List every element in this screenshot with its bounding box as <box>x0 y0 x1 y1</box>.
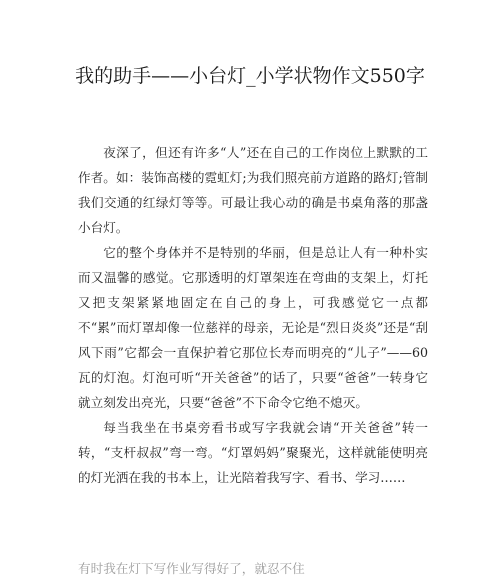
partial-cut-line <box>78 556 428 576</box>
article-body <box>78 140 428 490</box>
paragraph-2: 它的整个身体并不是特别的华丽，但是总让人有一种朴实而又温馨的感觉。它那透明的灯罩架连在弯曲的支架上，灯托又把支架紧紧地固定在自己的身上，可我感觉它一点都不“累”而灯罩却像一位慈祥的母亲，无论是“烈日炎炎”还是“刮风下雨”它都会一直保护着它那位长寿而明亮的“儿子”——60瓦的灯泡。灯泡可听“开关爸爸”的话了，只要“爸爸”一转身它就立刻发出亮光，只要“爸爸”不下命令它绝不熄灭。 <box>78 245 428 410</box>
partial-cut-line-text: 有时我在灯下写作业写得好了，就忍不住 <box>78 561 305 576</box>
paragraph-3: 每当我坐在书桌旁看书或写字我就会请“开关爸爸”转一转，“支杆叔叔”弯一弯。“灯罩妈妈”聚聚光，这样就能使明亮的灯光洒在我的书本上，让光陪着我写字、看书、学习…… <box>78 420 428 485</box>
page-title: 我的助手——小台灯_小学状物作文550字 <box>75 65 425 87</box>
paragraph-1: 夜深了，但还有许多“人”还在自己的工作岗位上默默的工作者。如：装饰高楼的霓虹灯;为我们照亮前方道路的路灯;管制我们交通的红绿灯等等。可最让我心动的确是书桌角落的那盏小台灯。 <box>78 145 428 235</box>
